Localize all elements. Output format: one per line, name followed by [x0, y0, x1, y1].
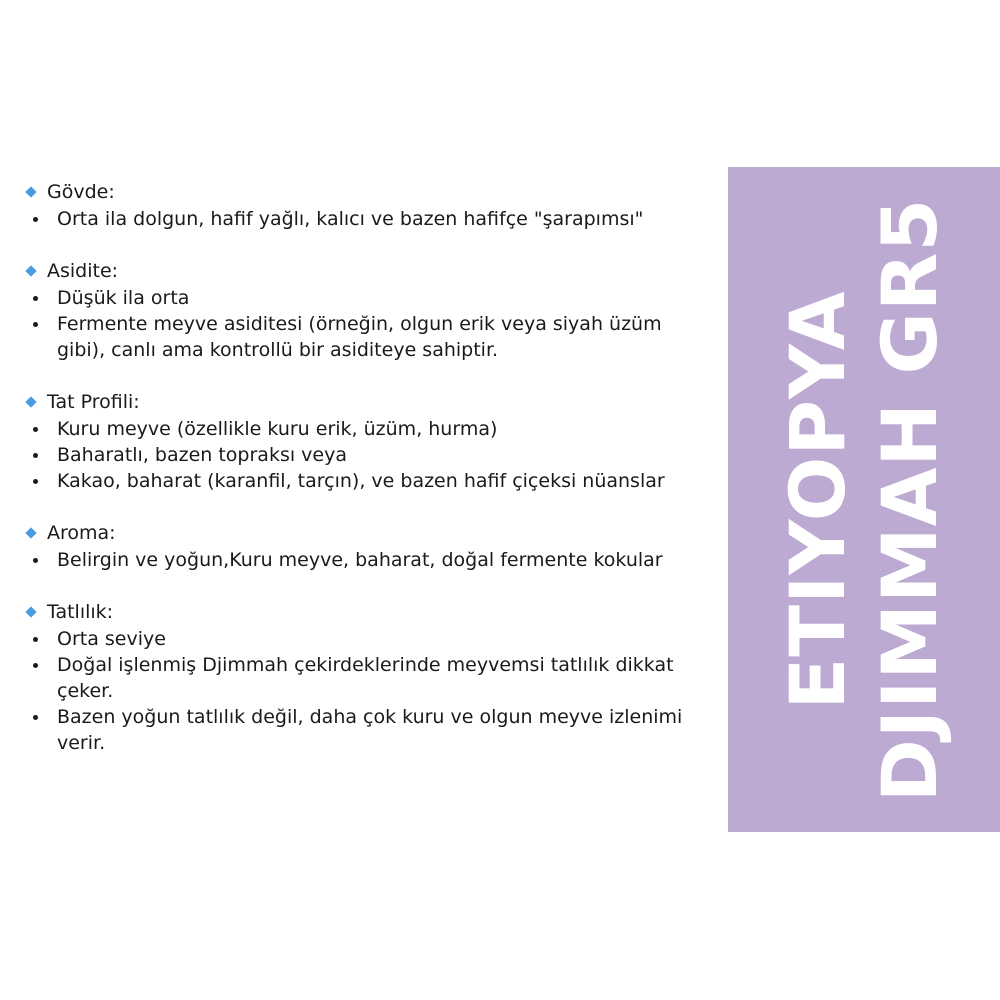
section-heading [24, 598, 714, 626]
list-item: Orta ila dolgun, hafif yağlı, kalıcı ve bazen hafifçe "şarapımsı" [24, 206, 714, 232]
item-list [24, 626, 714, 756]
section-aroma [24, 519, 714, 573]
side-title-panel [728, 167, 1000, 832]
section-tatlilik [24, 598, 714, 756]
list-item: Doğal işlenmiş Djimmah çekirdeklerinde meyvemsi tatlılık dikkat çeker. [24, 652, 714, 704]
section-title: Gövde [47, 181, 109, 203]
diamond-bullet-icon [25, 186, 36, 197]
section-heading [24, 388, 714, 416]
list-item: Bazen yoğun tatlılık değil, daha çok kuru ve olgun meyve izlenimi verir. [24, 704, 714, 756]
section-colon: : [106, 601, 114, 623]
diamond-bullet-icon [25, 606, 36, 617]
diamond-bullet-icon [25, 527, 36, 538]
list-item: Düşük ila orta [24, 285, 714, 311]
list-item: Orta seviye [24, 626, 714, 652]
section-title: Tatlılık [47, 601, 107, 623]
list-item: Kuru meyve (özellikle kuru erik, üzüm, hurma) [24, 416, 714, 442]
section-colon: : [108, 181, 115, 203]
section-title: Tat Profili: [47, 391, 140, 413]
item-list [24, 285, 714, 363]
section-heading [24, 519, 714, 547]
section-govde [24, 178, 714, 232]
side-title-line-2: DJIMMAH GR5 [865, 197, 954, 802]
section-asidite [24, 257, 714, 363]
item-list [24, 547, 714, 573]
diamond-bullet-icon [25, 265, 36, 276]
side-title [772, 180, 956, 820]
section-tat-profili [24, 388, 714, 494]
list-item: Fermente meyve asiditesi (örneğin, olgun erik veya siyah üzüm gibi), canlı ama kontrollü bir asiditeye sahiptir. [24, 311, 714, 363]
section-heading [24, 257, 714, 285]
item-list [24, 416, 714, 494]
attribute-list [24, 178, 714, 781]
section-colon: : [111, 260, 119, 282]
list-item: Kakao, baharat (karanfil, tarçın), ve bazen hafif çiçeksi nüanslar [24, 468, 714, 494]
list-item: Belirgin ve yoğun,Kuru meyve, baharat, doğal fermente kokular [24, 547, 714, 573]
section-title: Aroma: [47, 522, 116, 544]
section-title: Asidite [47, 260, 112, 282]
section-heading [24, 178, 714, 206]
item-list [24, 206, 714, 232]
list-item: Baharatlı, bazen topraksı veya [24, 442, 714, 468]
side-title-line-1: ETIYOPYA [773, 289, 862, 710]
diamond-bullet-icon [25, 396, 36, 407]
